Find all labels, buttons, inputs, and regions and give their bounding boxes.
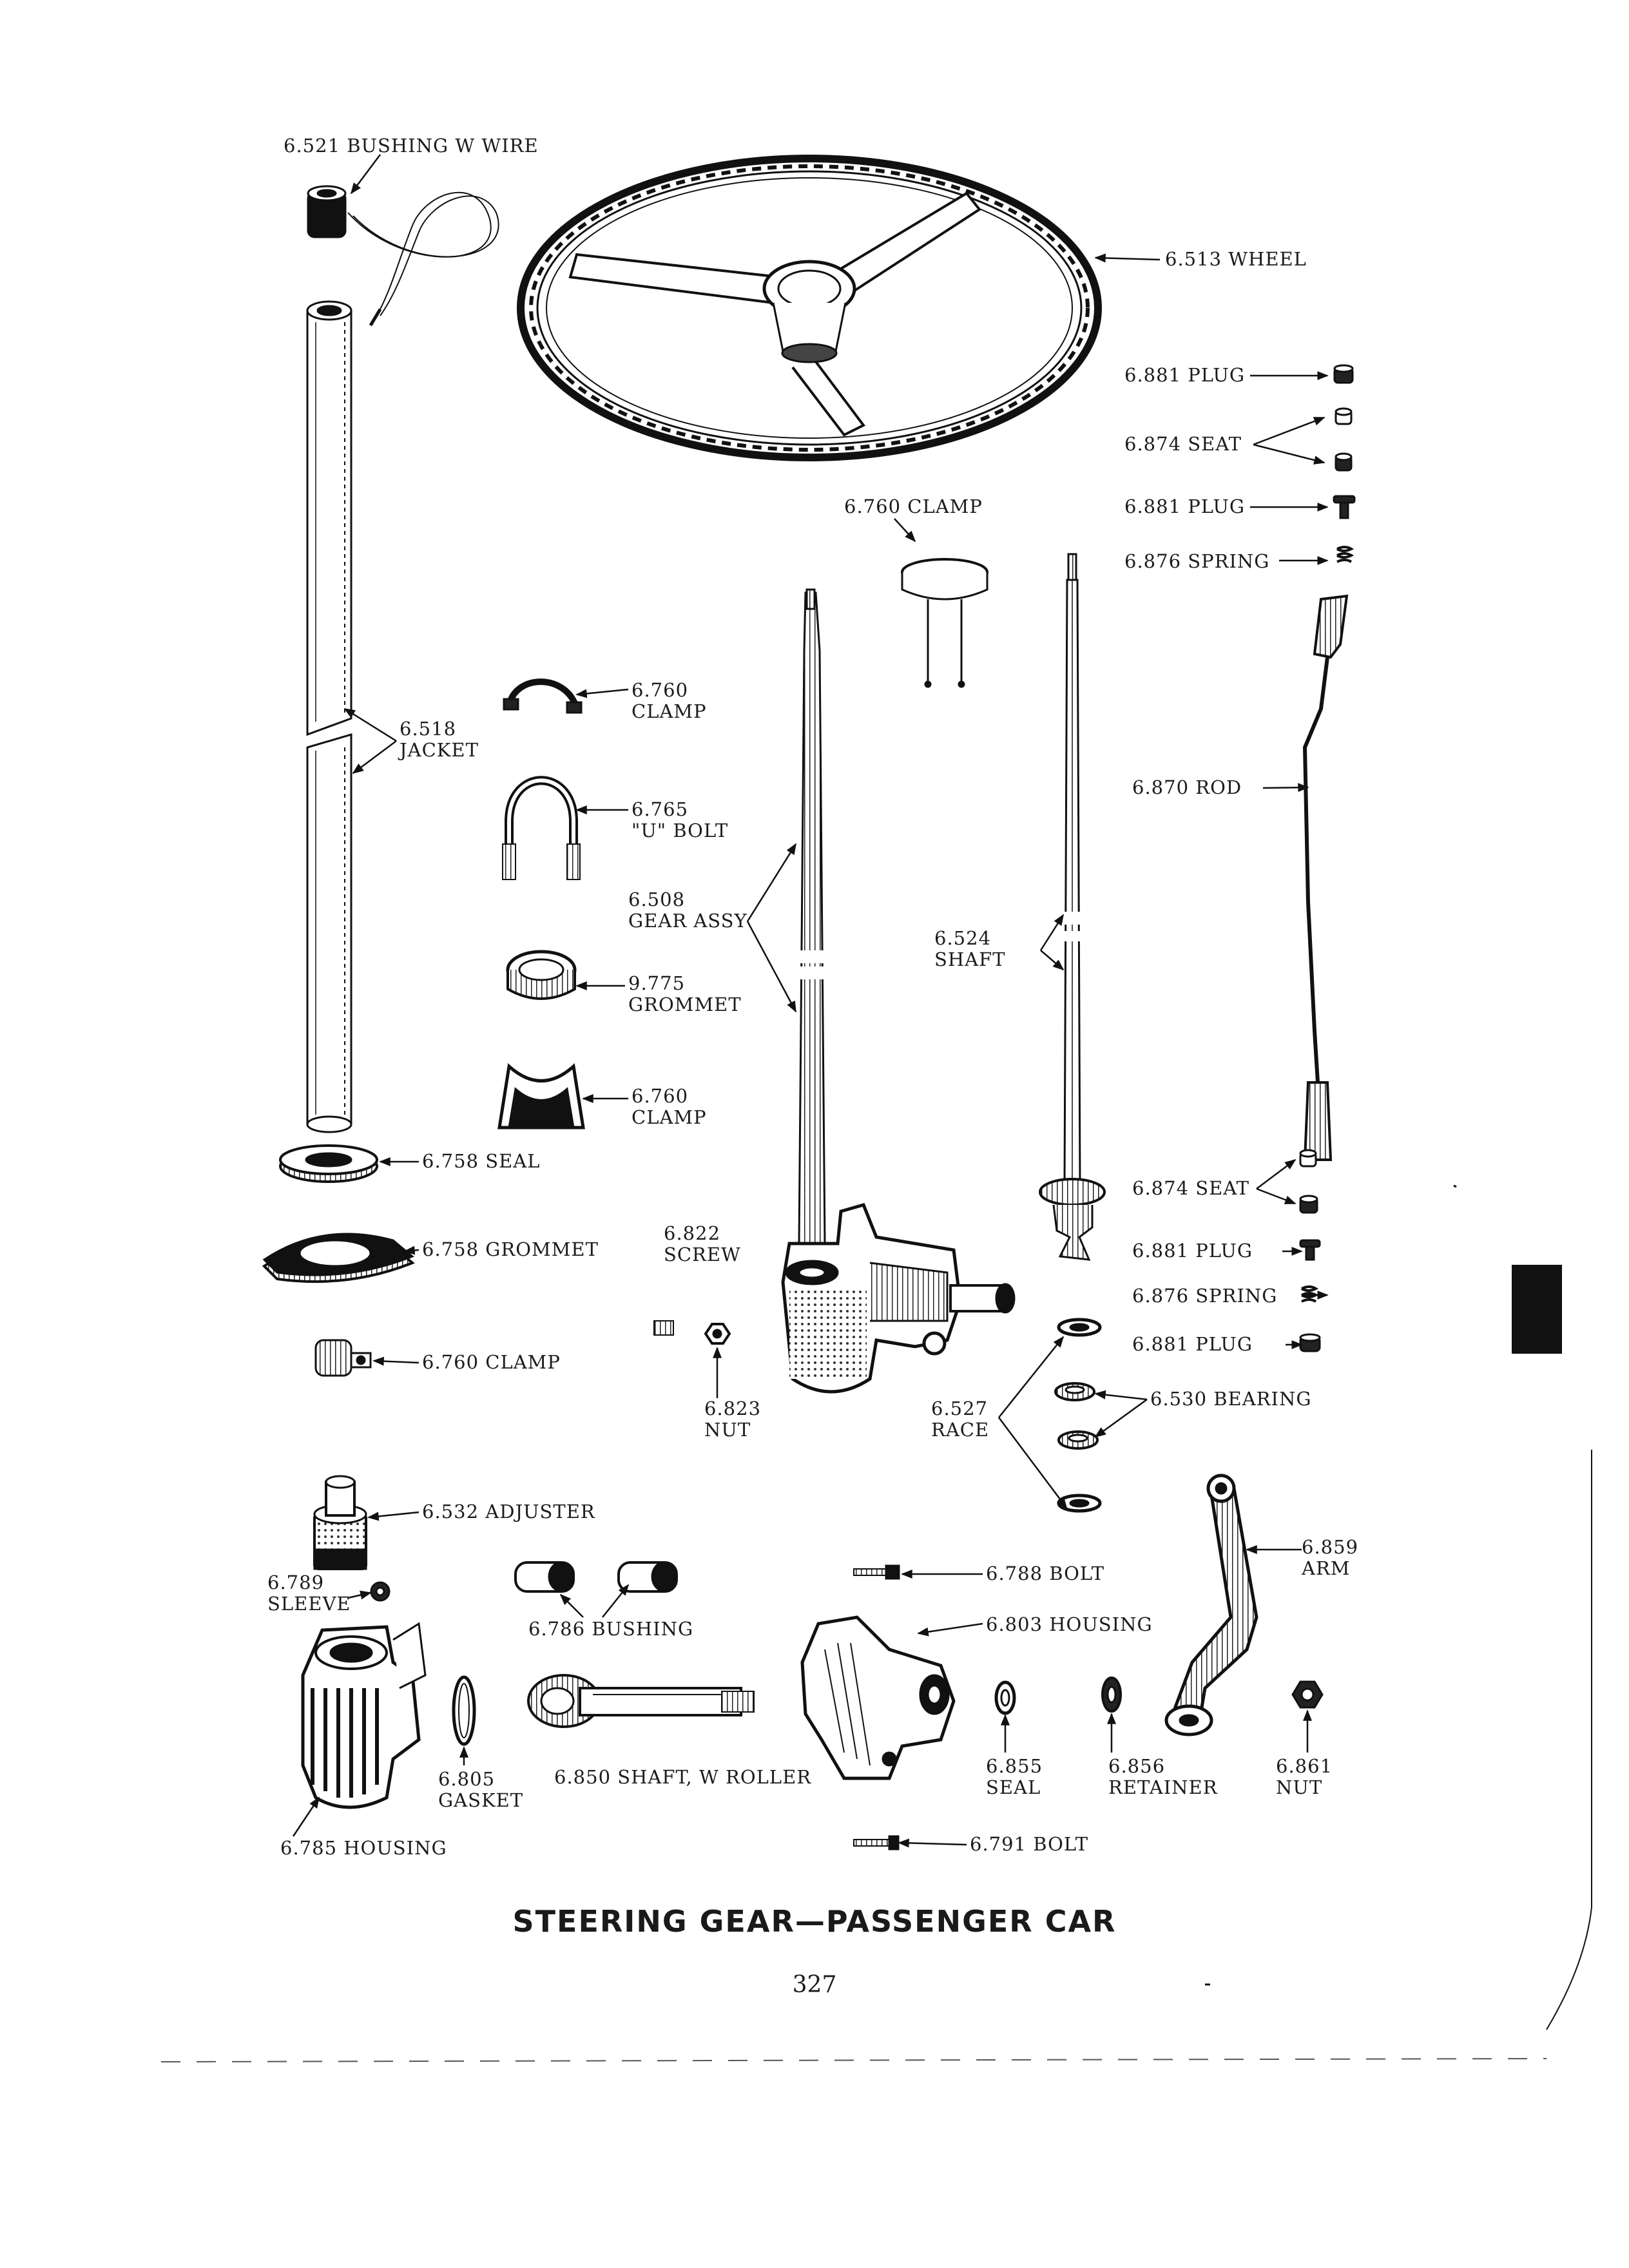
rod-part [1305,596,1347,1160]
label-6876-a: 6.876 SPRING [1124,550,1270,572]
shaft-with-roller-part [528,1675,754,1727]
label-6881-c: 6.881 PLUG [1132,1240,1253,1262]
label-6785: 6.785 HOUSING [280,1837,447,1859]
housing-lower-center-part [802,1617,954,1778]
u-bolt-part [503,780,580,879]
label-9775: 9.775 GROMMET [628,972,742,1015]
bearing-part [1055,1383,1097,1448]
plug-part-upper [1335,365,1353,383]
plug-part-tee-lower [1300,1240,1320,1260]
plug-part-tee [1334,496,1354,518]
label-6823: 6.823 NUT [704,1398,762,1441]
clamp-small-part [504,682,581,713]
adjuster-part [314,1476,366,1569]
label-6788: 6.788 BOLT [986,1562,1105,1584]
label-6870: 6.870 ROD [1132,776,1242,798]
housing-lower-left-part [303,1624,425,1807]
label-6822: 6.822 SCREW [664,1222,741,1265]
label-6760-c: 6.760 CLAMP [631,1085,707,1128]
grommet-flat-part [264,1234,412,1282]
label-6760-b: 6.760 CLAMP [631,679,707,722]
bushing-pair-part [516,1562,677,1591]
label-6876-b: 6.876 SPRING [1132,1285,1278,1307]
label-6859: 6.859 ARM [1302,1536,1359,1579]
retainer-part [1103,1678,1121,1711]
steering-wheel-part [521,159,1098,457]
label-6513: 6.513 WHEEL [1165,248,1307,270]
plug-part-lower [1300,1334,1320,1351]
label-6874-a: 6.874 SEAT [1124,433,1242,455]
steering-shaft-part [1040,554,1104,1260]
label-6881-d: 6.881 PLUG [1132,1333,1253,1355]
seat-part-upper [1336,408,1351,470]
bolt-upper-part [854,1566,899,1579]
seat-part-lower [1300,1150,1317,1213]
label-6765: 6.765 "U" BOLT [631,798,729,841]
sleeve-part [371,1582,389,1600]
label-6861: 6.861 NUT [1276,1755,1333,1798]
label-6532: 6.532 ADJUSTER [422,1501,595,1523]
label-6791: 6.791 BOLT [970,1833,1089,1855]
label-6527: 6.527 RACE [931,1398,990,1441]
nut-part [1293,1682,1322,1707]
screw-part [654,1321,673,1335]
spring-part-upper [1337,547,1351,562]
page-number: 327 [792,1972,837,1998]
hex-nut-small-part [706,1324,729,1343]
section-tab-marker [1512,1265,1562,1354]
clamp-saddle-part [499,1066,583,1128]
label-6760-d: 6.760 CLAMP [422,1351,561,1373]
label-6758-a: 6.758 SEAL [422,1150,541,1172]
label-6508: 6.508 GEAR ASSY [628,889,747,932]
label-6803: 6.803 HOUSING [986,1613,1153,1635]
label-6530: 6.530 BEARING [1150,1388,1312,1410]
label-6786: 6.786 BUSHING [528,1618,694,1640]
clamp-lower-part [316,1340,371,1376]
label-6850: 6.850 SHAFT, W ROLLER [554,1766,812,1788]
label-6805: 6.805 GASKET [438,1768,524,1811]
clamp-cap-part [902,559,987,687]
steering-column-jacket [307,302,351,1132]
gear-assembly-part [783,590,1014,1392]
grommet-ring-part [508,952,575,999]
label-6521: 6.521 BUSHING W WIRE [284,135,539,157]
label-6855: 6.855 SEAL [986,1755,1043,1798]
seal-part [280,1146,377,1182]
label-6760-a: 6.760 CLAMP [844,495,983,517]
seal-small-part [996,1682,1014,1713]
race-part [1059,1320,1100,1511]
label-6524: 6.524 SHAFT [934,927,1006,970]
page-title: STEERING GEAR—PASSENGER CAR [512,1904,1117,1939]
label-6856: 6.856 RETAINER [1108,1755,1218,1798]
bolt-lower-part [854,1836,898,1849]
spring-part-lower [1302,1287,1316,1302]
pitman-arm-part [1166,1475,1257,1735]
label-6518: 6.518 JACKET [400,718,479,761]
label-6758-b: 6.758 GROMMET [422,1238,599,1260]
label-6881-b: 6.881 PLUG [1124,495,1246,517]
gasket-part [454,1677,474,1744]
label-6881-a: 6.881 PLUG [1124,364,1246,386]
label-6874-b: 6.874 SEAT [1132,1177,1249,1199]
label-6789: 6.789 SLEEVE [267,1571,351,1615]
